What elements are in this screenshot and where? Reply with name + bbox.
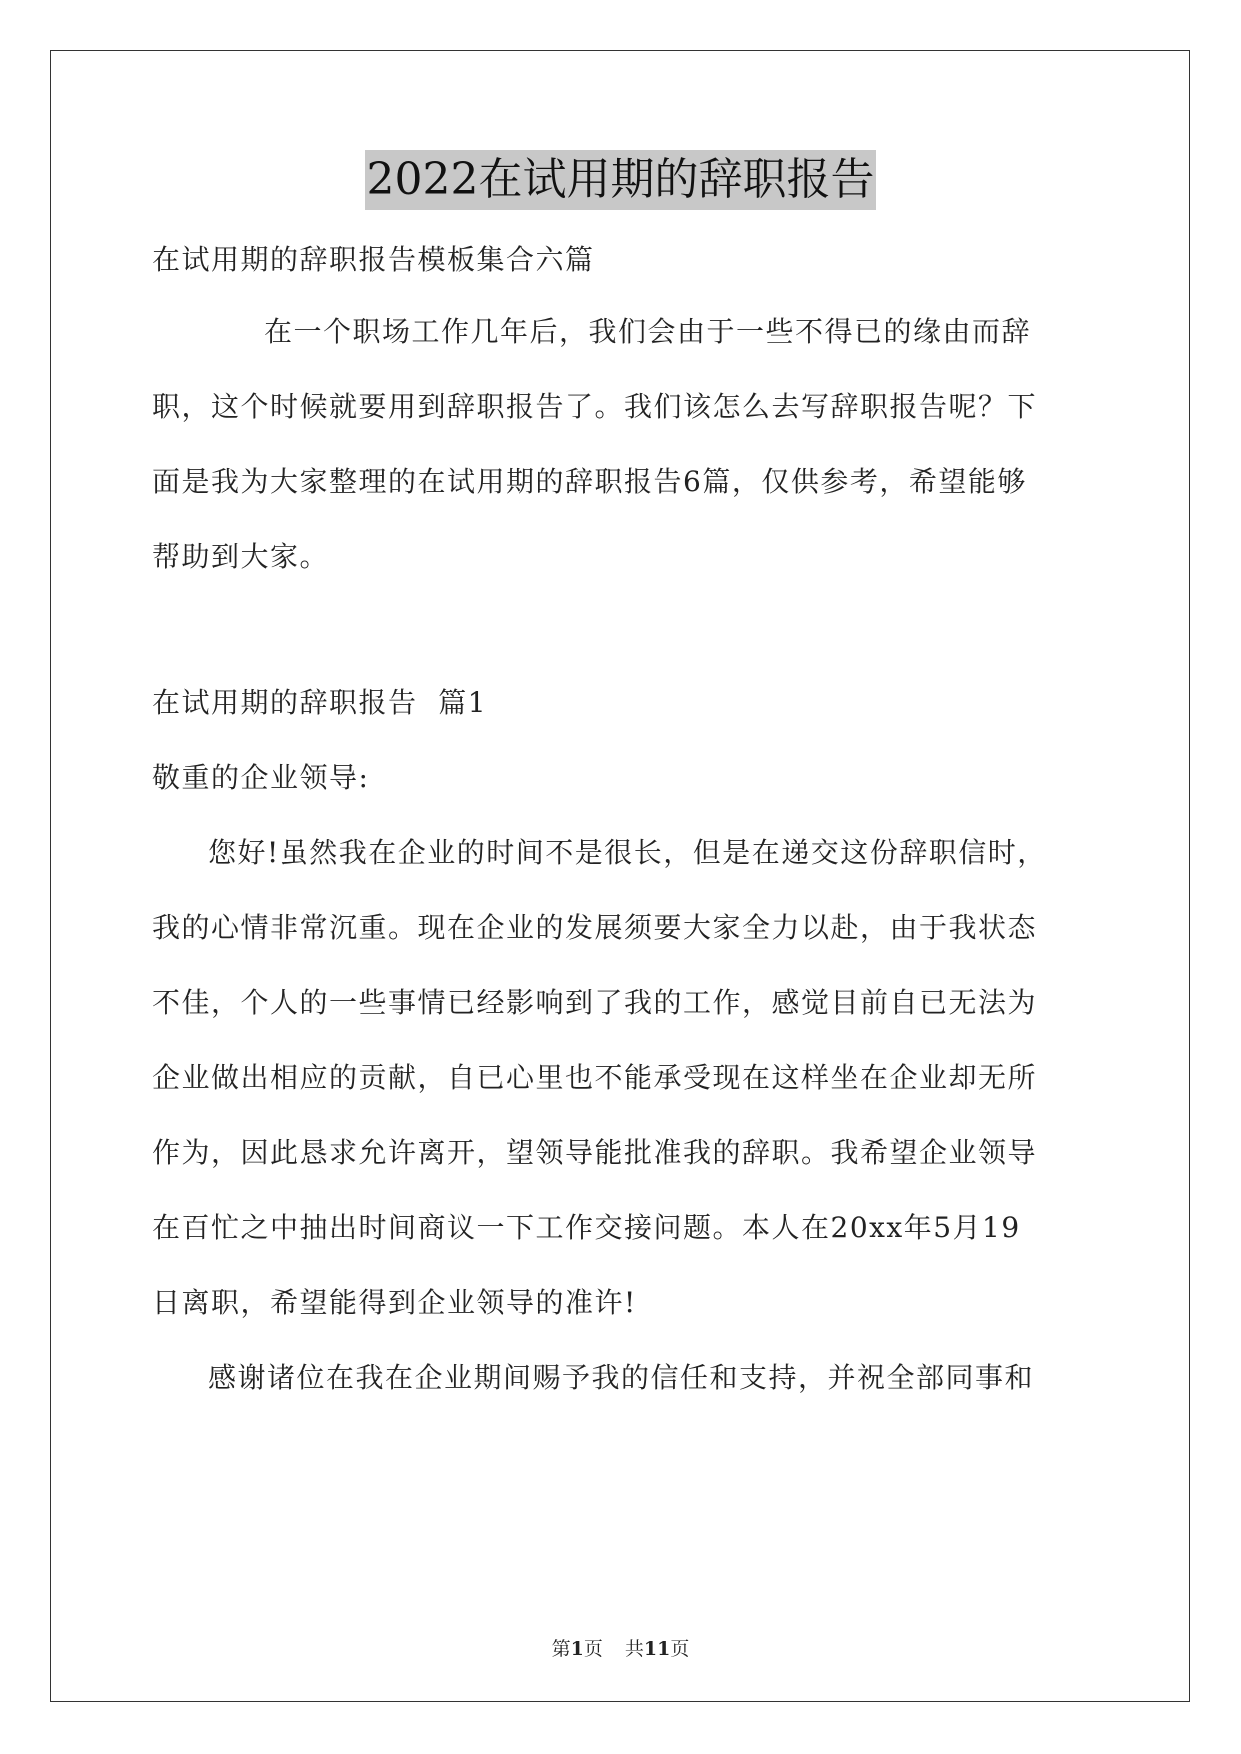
page-footer xyxy=(0,1634,1241,1661)
document-subtitle: 在试用期的辞职报告模板集合六篇 xyxy=(152,243,595,276)
total-pages: 11 xyxy=(643,1638,671,1660)
intro-line-3: 面是我为大家整理的在试用期的辞职报告6篇，仅供参考，希望能够 xyxy=(152,465,1027,498)
intro-line-4: 帮助到大家。 xyxy=(152,540,330,573)
document-title: 2022在试用期的辞职报告 xyxy=(365,150,877,210)
page-prefix: 第 xyxy=(551,1638,571,1660)
body-line-5: 作为，因此恳求允许离开，望领导能批准我的辞职。我希望企业领导 xyxy=(152,1136,1038,1169)
page-border xyxy=(50,50,1190,1702)
intro-line-2: 职，这个时候就要用到辞职报告了。我们该怎么去写辞职报告呢？下 xyxy=(152,390,1038,423)
body-line-7: 日离职，希望能得到企业领导的准许! xyxy=(152,1286,637,1319)
page-number: 1 xyxy=(570,1638,584,1660)
page-suffix: 页 xyxy=(583,1638,603,1660)
section-heading: 在试用期的辞职报告 篇1 xyxy=(152,686,488,719)
intro-line-1: 在一个职场工作几年后，我们会由于一些不得已的缘由而辞 xyxy=(264,315,1032,348)
total-suffix: 页 xyxy=(670,1638,690,1660)
body-line-8: 感谢诸位在我在企业期间赐予我的信任和支持，并祝全部同事和 xyxy=(208,1361,1035,1394)
total-prefix: 共 xyxy=(624,1638,644,1660)
body-line-1: 您好!虽然我在企业的时间不是很长，但是在递交这份辞职信时， xyxy=(208,836,1047,869)
body-line-2: 我的心情非常沉重。现在企业的发展须要大家全力以赴，由于我状态 xyxy=(152,911,1038,944)
salutation: 敬重的企业领导: xyxy=(152,761,370,794)
body-line-3: 不佳，个人的一些事情已经影响到了我的工作，感觉目前自已无法为 xyxy=(152,986,1038,1019)
body-line-6: 在百忙之中抽出时间商议一下工作交接问题。本人在20xx年5月19 xyxy=(152,1211,1021,1244)
body-line-4: 企业做出相应的贡献，自已心里也不能承受现在这样坐在企业却无所 xyxy=(152,1061,1038,1094)
title-container xyxy=(0,150,1241,210)
